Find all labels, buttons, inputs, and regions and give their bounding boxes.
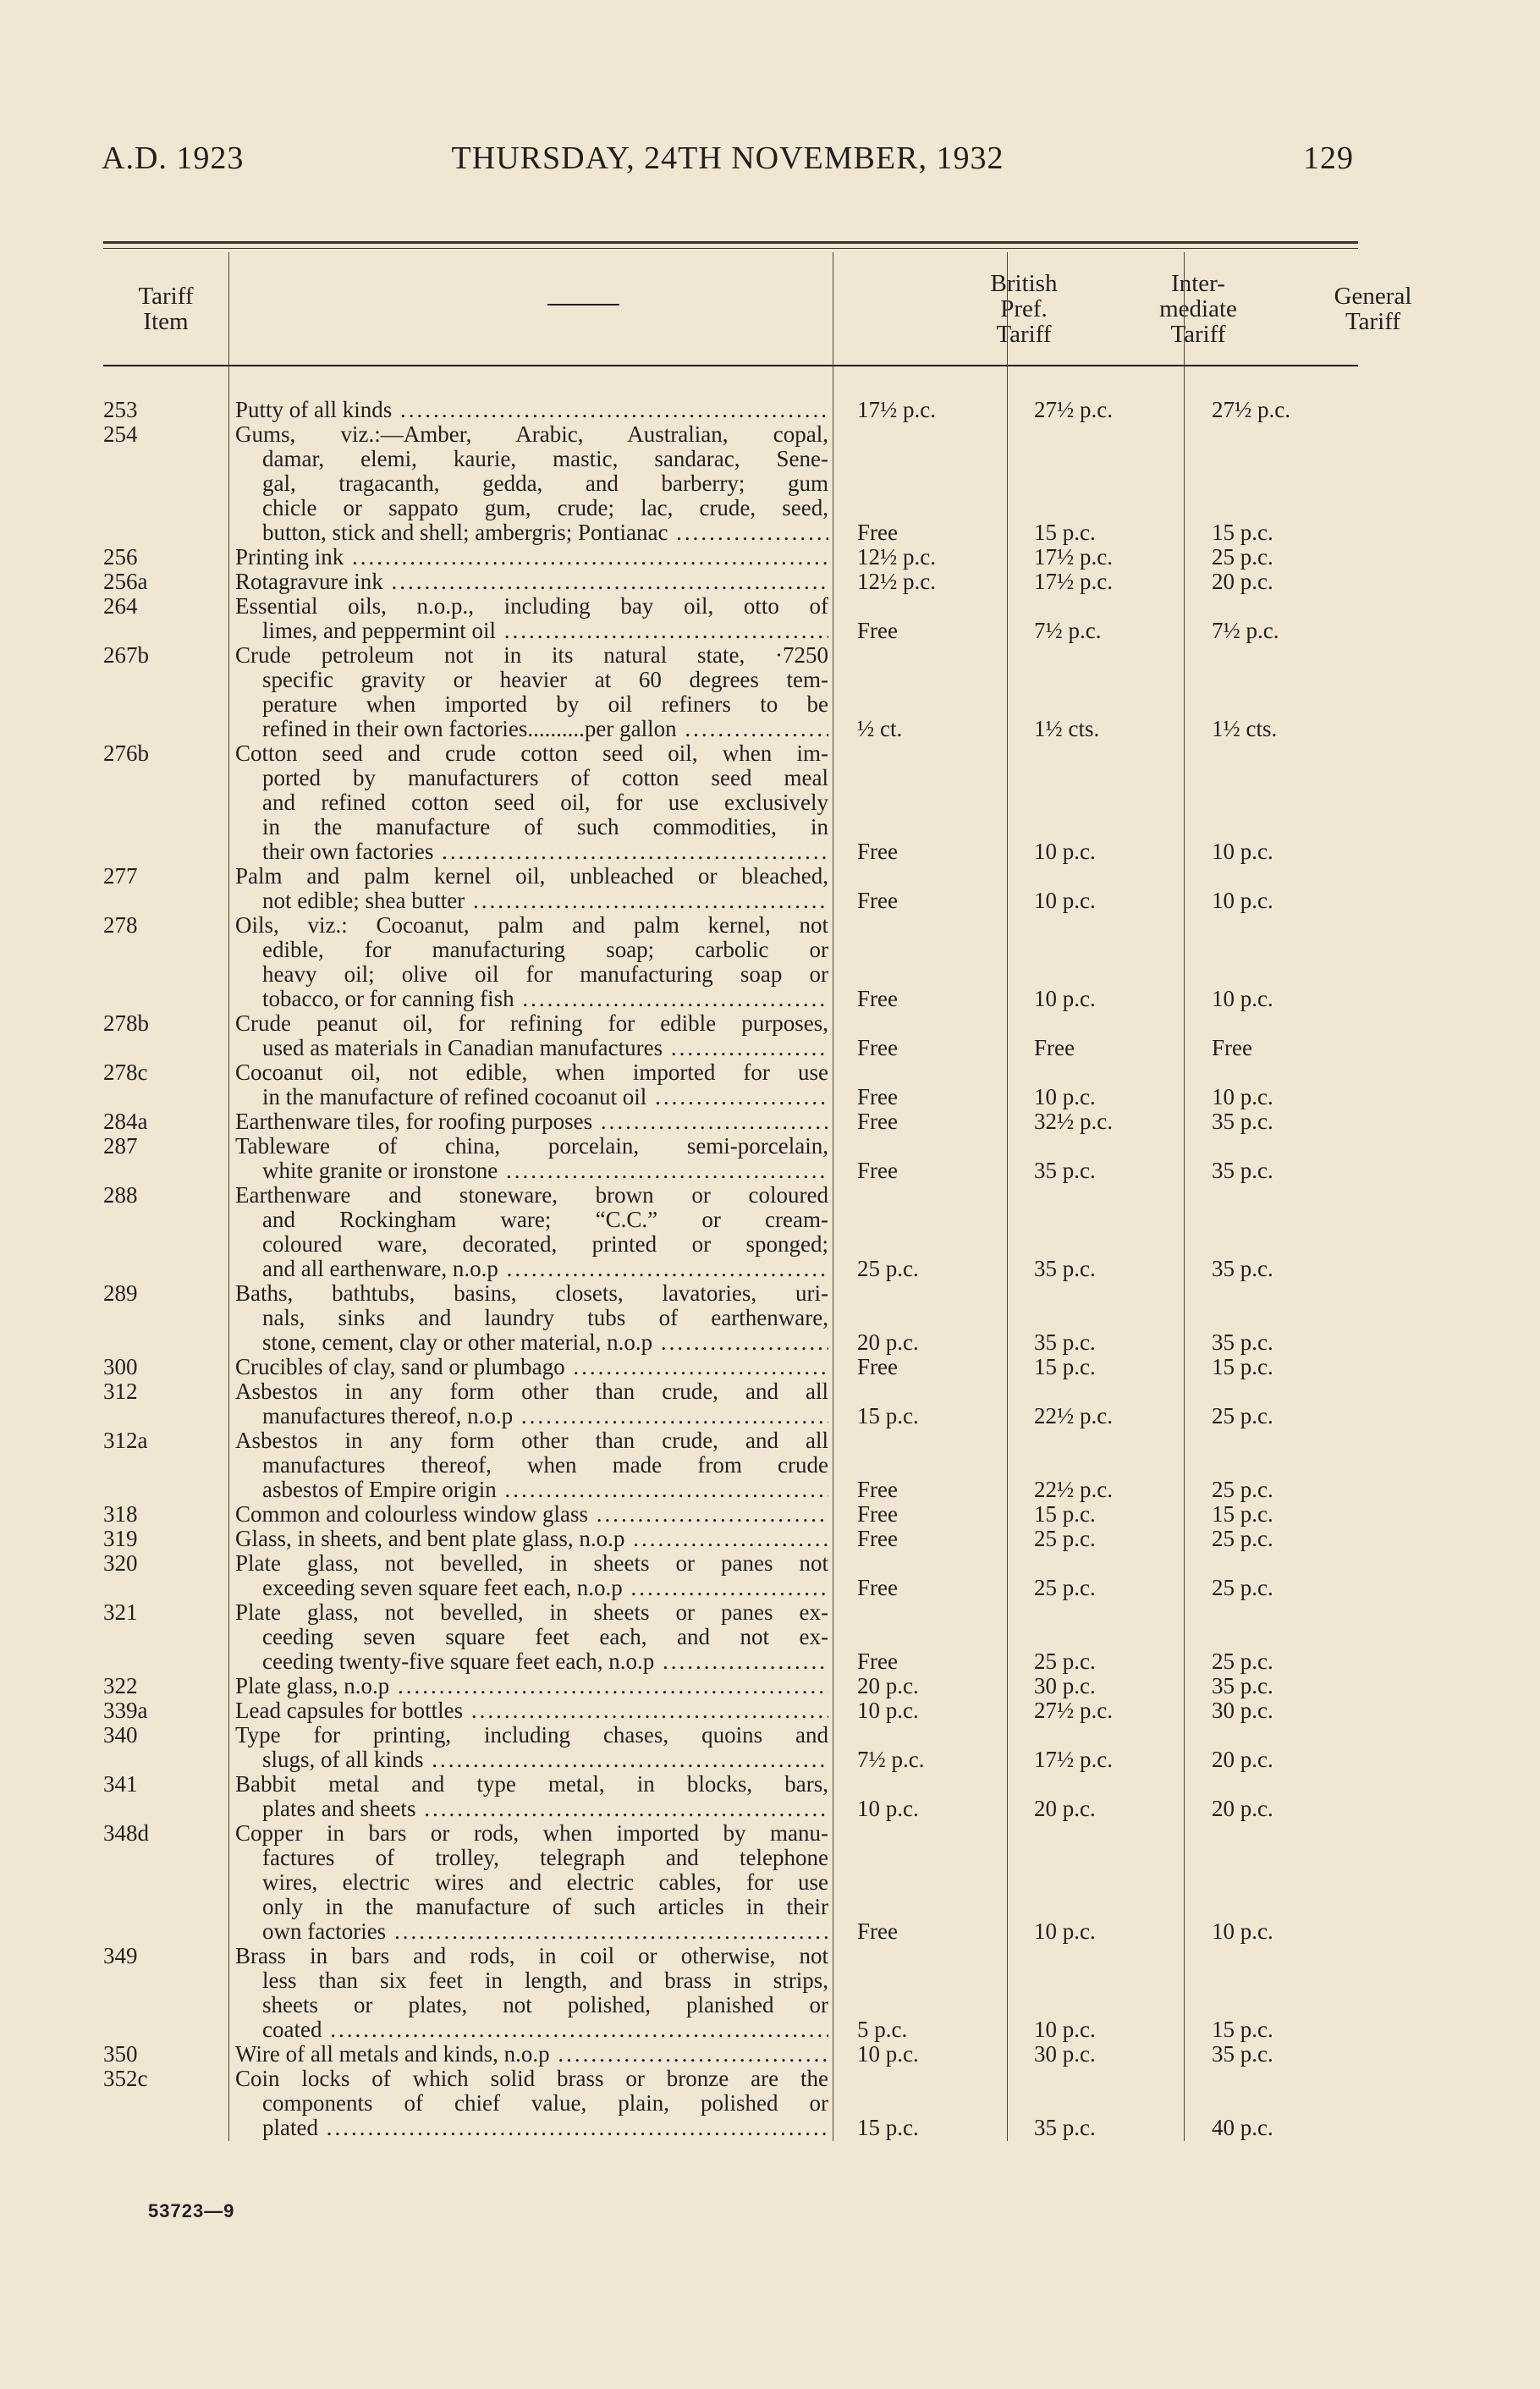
- table-row: [0, 1379, 1540, 1428]
- british-pref-rate: 17½ p.c.: [857, 397, 936, 422]
- intermediate-rate: 17½ p.c.: [1034, 569, 1113, 594]
- general-rate: 35 p.c.: [1212, 2041, 1273, 2067]
- description-line: Type for printing, including chases, quoins and: [235, 1723, 828, 1748]
- tariff-table-body: [0, 398, 1540, 2140]
- page-date: THURSDAY, 24TH NOVEMBER, 1932: [451, 140, 1004, 176]
- description-line: perature when imported by oil refiners to be: [262, 692, 828, 717]
- intermediate-rate: 30 p.c.: [1034, 2041, 1096, 2067]
- description-line: and refined cotton seed oil, for use exclusively: [262, 790, 828, 815]
- table-row: [0, 1428, 1540, 1502]
- general-rate: 25 p.c.: [1212, 544, 1273, 570]
- tariff-description: [235, 1109, 828, 1134]
- general-rate: 15 p.c.: [1212, 2017, 1273, 2042]
- british-pref-rate: 20 p.c.: [857, 1329, 919, 1355]
- tariff-item-number: 276b: [103, 740, 149, 766]
- description-line: stone, cement, clay or other material, n.o.p .....: [235, 1330, 828, 1355]
- general-rate: 10 p.c.: [1212, 888, 1273, 913]
- table-row: [0, 1281, 1540, 1355]
- intermediate-rate: 32½ p.c.: [1034, 1109, 1113, 1134]
- description-line: ceeding twenty-five square feet each, n.o.p .....: [235, 1649, 828, 1674]
- general-rate: 10 p.c.: [1212, 1084, 1273, 1109]
- description-line: damar, elemi, kaurie, mastic, sandarac, Sene-: [262, 447, 828, 471]
- description-line: plated .....: [235, 2116, 828, 2140]
- description-line: plates and sheets .....: [235, 1797, 828, 1821]
- tariff-item-number: 287: [103, 1133, 138, 1159]
- table-row: [0, 1502, 1540, 1527]
- table-row: [0, 398, 1540, 422]
- description-line: and all earthenware, n.o.p .....: [235, 1257, 828, 1281]
- description-line: not edible; shea butter .....: [235, 889, 828, 913]
- description-line: Tableware of china, porcelain, semi-porcelain,: [235, 1134, 828, 1159]
- table-row: [0, 1060, 1540, 1109]
- description-line: Earthenware and stoneware, brown or coloured: [235, 1183, 828, 1208]
- tariff-description: [235, 398, 828, 422]
- intermediate-rate: 7½ p.c.: [1034, 618, 1102, 643]
- description-line: ported by manufacturers of cotton seed meal: [262, 766, 828, 790]
- intermediate-rate: 35 p.c.: [1034, 1158, 1096, 1183]
- description-line: components of chief value, plain, polished or: [262, 2091, 828, 2116]
- table-row: [0, 1551, 1540, 1600]
- running-head: [102, 140, 1354, 182]
- table-row: [0, 1698, 1540, 1723]
- general-rate: 15 p.c.: [1212, 1354, 1273, 1379]
- description-line: Oils, viz.: Cocoanut, palm and palm kernel, not: [235, 913, 828, 938]
- description-line: Asbestos in any form other than crude, and all: [235, 1428, 828, 1453]
- tariff-description: [235, 1011, 828, 1060]
- british-pref-rate: 7½ p.c.: [857, 1747, 925, 1772]
- british-pref-rate: 15 p.c.: [857, 1403, 919, 1428]
- description-line: asbestos of Empire origin .....: [235, 1478, 828, 1502]
- tariff-description: [235, 1134, 828, 1183]
- british-pref-rate: Free: [857, 520, 898, 545]
- british-pref-rate: 5 p.c.: [857, 2017, 908, 2042]
- general-rate: 20 p.c.: [1212, 1747, 1273, 1772]
- header-british-pref: [938, 252, 1110, 365]
- table-row: [0, 1183, 1540, 1281]
- description-line: Baths, bathtubs, basins, closets, lavatories, uri-: [235, 1281, 828, 1306]
- description-line: Babbit metal and type metal, in blocks, bars,: [235, 1772, 828, 1797]
- tariff-item-number: 300: [103, 1354, 138, 1379]
- description-line: less than six feet in length, and brass in strips,: [262, 1968, 828, 1993]
- tariff-description: [235, 594, 828, 643]
- tariff-description: [235, 1821, 828, 1944]
- description-line: coloured ware, decorated, printed or sponged;: [262, 1232, 828, 1257]
- description-line: Cocoanut oil, not edible, when imported for use: [235, 1060, 828, 1085]
- description-line: white granite or ironstone .....: [235, 1159, 828, 1183]
- header-description: [228, 252, 938, 365]
- description-line: Palm and palm kernel oil, unbleached or bleached,: [235, 864, 828, 889]
- general-rate: 20 p.c.: [1212, 569, 1273, 594]
- general-rate: 15 p.c.: [1212, 1501, 1273, 1527]
- page-number: 129: [1303, 140, 1354, 176]
- tariff-description: [235, 545, 828, 570]
- general-rate: 35 p.c.: [1212, 1329, 1273, 1355]
- tariff-description: [235, 1674, 828, 1698]
- british-pref-rate: Free: [857, 1477, 898, 1502]
- tariff-item-number: 319: [103, 1526, 138, 1551]
- description-line: button, stick and shell; ambergris; Pontianac .....: [235, 520, 828, 545]
- table-row: [0, 2042, 1540, 2067]
- tariff-description: [235, 1600, 828, 1674]
- tariff-item-number: 349: [103, 1943, 138, 1968]
- description-line: slugs, of all kinds .....: [235, 1748, 828, 1772]
- description-line: tobacco, or for canning fish .....: [235, 987, 828, 1011]
- header-general-line1: General: [1334, 282, 1412, 310]
- description-line: only in the manufacture of such articles in their: [262, 1895, 828, 1919]
- table-row: [0, 1723, 1540, 1772]
- tariff-description: [235, 1060, 828, 1109]
- intermediate-rate: 35 p.c.: [1034, 1329, 1096, 1355]
- tariff-item-number: 322: [103, 1673, 138, 1698]
- intermediate-rate: 10 p.c.: [1034, 986, 1096, 1011]
- description-line: Crucibles of clay, sand or plumbago .....: [235, 1355, 828, 1379]
- description-line: in the manufacture of such commodities, in: [262, 815, 828, 839]
- tariff-item-number: 352c: [103, 2066, 148, 2091]
- header-intermediate-line2: mediate: [1159, 294, 1237, 322]
- table-row: [0, 1772, 1540, 1821]
- intermediate-rate: 25 p.c.: [1034, 1649, 1096, 1674]
- tariff-description: [235, 913, 828, 1011]
- table-header: [103, 252, 1412, 365]
- tariff-item-number: 339a: [103, 1698, 148, 1723]
- tariff-description: [235, 1355, 828, 1379]
- tariff-description: [235, 2042, 828, 2067]
- description-line: in the manufacture of refined cocoanut oil .....: [235, 1085, 828, 1109]
- table-row: [0, 1109, 1540, 1134]
- description-line: own factories .....: [235, 1919, 828, 1944]
- table-row: [0, 1134, 1540, 1183]
- tariff-description: [235, 1428, 828, 1502]
- british-pref-rate: Free: [857, 618, 898, 643]
- tariff-item-number: 253: [103, 397, 138, 422]
- general-rate: 10 p.c.: [1212, 1918, 1273, 1944]
- description-line: edible, for manufacturing soap; carbolic or: [262, 938, 828, 962]
- tariff-item-number: 277: [103, 863, 138, 889]
- description-line: nals, sinks and laundry tubs of earthenware,: [262, 1306, 828, 1330]
- header-intermediate: [1110, 252, 1286, 365]
- description-line: ceeding seven square feet each, and not ex-: [262, 1625, 828, 1649]
- description-line: manufactures thereof, n.o.p .....: [235, 1404, 828, 1428]
- description-line: Putty of all kinds .....: [235, 398, 828, 422]
- tariff-description: [235, 1551, 828, 1600]
- description-line: sheets or plates, not polished, planished or: [262, 1993, 828, 2017]
- intermediate-rate: 15 p.c.: [1034, 1501, 1096, 1527]
- table-row: [0, 1527, 1540, 1551]
- tariff-description: [235, 2067, 828, 2140]
- footer-printer-code: 53723—9: [148, 2200, 235, 2221]
- intermediate-rate: 22½ p.c.: [1034, 1477, 1113, 1502]
- table-row: [0, 1355, 1540, 1379]
- header-tariff-item: [103, 252, 228, 365]
- tariff-item-number: 284a: [103, 1109, 148, 1134]
- intermediate-rate: 17½ p.c.: [1034, 544, 1113, 570]
- header-tariff-item-line1: Tariff: [138, 282, 194, 310]
- general-rate: 25 p.c.: [1212, 1649, 1273, 1674]
- header-british-line1: British: [990, 269, 1058, 297]
- tariff-description: [235, 1698, 828, 1723]
- general-rate: 27½ p.c.: [1212, 397, 1290, 422]
- header-british-line2: Pref.: [1000, 294, 1048, 322]
- description-line: Earthenware tiles, for roofing purposes .....: [235, 1109, 828, 1134]
- description-line: coated .....: [235, 2017, 828, 2042]
- british-pref-rate: 12½ p.c.: [857, 544, 936, 570]
- header-general: [1286, 252, 1460, 365]
- tariff-item-number: 264: [103, 593, 138, 619]
- description-line: Brass in bars and rods, in coil or otherwise, not: [235, 1944, 828, 1968]
- general-rate: 40 p.c.: [1212, 2115, 1273, 2140]
- tariff-description: [235, 741, 828, 864]
- intermediate-rate: Free: [1034, 1035, 1075, 1060]
- tariff-item-number: 348d: [103, 1820, 149, 1846]
- description-line: Crude petroleum not in its natural state, ·7250: [235, 643, 828, 668]
- intermediate-rate: 22½ p.c.: [1034, 1403, 1113, 1428]
- table-row: [0, 2067, 1540, 2140]
- description-line: Plate glass, not bevelled, in sheets or panes not: [235, 1551, 828, 1576]
- tariff-description: [235, 570, 828, 594]
- intermediate-rate: 15 p.c.: [1034, 520, 1096, 545]
- british-pref-rate: 20 p.c.: [857, 1673, 919, 1698]
- tariff-item-number: 341: [103, 1771, 138, 1797]
- tariff-description: [235, 1944, 828, 2042]
- british-pref-rate: Free: [857, 1575, 898, 1600]
- intermediate-rate: 1½ cts.: [1034, 716, 1100, 741]
- description-line: used as materials in Canadian manufactures .....: [235, 1036, 828, 1060]
- british-pref-rate: Free: [857, 839, 898, 864]
- description-line: Plate glass, n.o.p .....: [235, 1674, 828, 1698]
- british-pref-rate: 10 p.c.: [857, 1698, 919, 1723]
- intermediate-rate: 10 p.c.: [1034, 839, 1096, 864]
- tariff-item-number: 267b: [103, 642, 149, 668]
- page-year: A.D. 1923: [102, 140, 245, 176]
- table-row: [0, 1944, 1540, 2042]
- tariff-description: [235, 1772, 828, 1821]
- british-pref-rate: Free: [857, 986, 898, 1011]
- general-rate: 25 p.c.: [1212, 1575, 1273, 1600]
- description-line: Lead capsules for bottles .....: [235, 1698, 828, 1723]
- description-line: and Rockingham ware; “C.C.” or cream-: [262, 1208, 828, 1232]
- british-pref-rate: 12½ p.c.: [857, 569, 936, 594]
- description-line: chicle or sappato gum, crude; lac, crude, seed,: [262, 496, 828, 520]
- general-rate: 35 p.c.: [1212, 1256, 1273, 1281]
- tariff-item-number: 278c: [103, 1060, 148, 1085]
- general-rate: 7½ p.c.: [1212, 618, 1279, 643]
- general-rate: 25 p.c.: [1212, 1403, 1273, 1428]
- general-rate: 20 p.c.: [1212, 1796, 1273, 1821]
- description-line: Essential oils, n.o.p., including bay oil, otto of: [235, 594, 828, 619]
- description-line: specific gravity or heavier at 60 degrees tem-: [262, 668, 828, 692]
- general-rate: 35 p.c.: [1212, 1109, 1273, 1134]
- tariff-item-number: 256a: [103, 569, 148, 594]
- description-line: Common and colourless window glass .....: [235, 1502, 828, 1527]
- tariff-description: [235, 864, 828, 913]
- british-pref-rate: Free: [857, 1109, 898, 1134]
- table-row: [0, 741, 1540, 864]
- tariff-item-number: 350: [103, 2041, 138, 2067]
- tariff-description: [235, 1281, 828, 1355]
- table-row: [0, 570, 1540, 594]
- tariff-description: [235, 1183, 828, 1281]
- description-line: limes, and peppermint oil .....: [235, 619, 828, 643]
- tariff-item-number: 278b: [103, 1010, 149, 1036]
- table-row: [0, 1600, 1540, 1674]
- intermediate-rate: 10 p.c.: [1034, 888, 1096, 913]
- tariff-item-number: 254: [103, 421, 138, 447]
- description-line: Rotagravure ink .....: [235, 570, 828, 594]
- table-row: [0, 1821, 1540, 1944]
- general-rate: 25 p.c.: [1212, 1477, 1273, 1502]
- description-line: gal, tragacanth, gedda, and barberry; gum: [262, 471, 828, 496]
- tariff-description: [235, 1527, 828, 1551]
- description-line: heavy oil; olive oil for manufacturing soap or: [262, 962, 828, 987]
- tariff-item-number: 318: [103, 1501, 138, 1527]
- tariff-item-number: 289: [103, 1280, 138, 1306]
- tariff-description: [235, 1502, 828, 1527]
- description-line: Cotton seed and crude cotton seed oil, when im-: [235, 741, 828, 766]
- general-rate: 25 p.c.: [1212, 1526, 1273, 1551]
- tariff-description: [235, 1723, 828, 1772]
- header-intermediate-line1: Inter-: [1171, 269, 1225, 297]
- description-line: their own factories .....: [235, 839, 828, 864]
- british-pref-rate: 15 p.c.: [857, 2115, 919, 2140]
- intermediate-rate: 30 p.c.: [1034, 1673, 1096, 1698]
- table-row: [0, 422, 1540, 545]
- british-pref-rate: Free: [857, 1526, 898, 1551]
- british-pref-rate: Free: [857, 888, 898, 913]
- intermediate-rate: 10 p.c.: [1034, 1084, 1096, 1109]
- general-rate: 10 p.c.: [1212, 986, 1273, 1011]
- british-pref-rate: 10 p.c.: [857, 1796, 919, 1821]
- tariff-item-number: 312: [103, 1379, 138, 1404]
- tariff-description: [235, 422, 828, 545]
- table-row: [0, 545, 1540, 570]
- description-line: Copper in bars or rods, when imported by manu-: [235, 1821, 828, 1846]
- description-line: wires, electric wires and electric cables, for use: [262, 1870, 828, 1895]
- intermediate-rate: 27½ p.c.: [1034, 397, 1113, 422]
- description-line: Wire of all metals and kinds, n.o.p .....: [235, 2042, 828, 2067]
- british-pref-rate: Free: [857, 1158, 898, 1183]
- description-line: Asbestos in any form other than crude, and all: [235, 1379, 828, 1404]
- table-row: [0, 1011, 1540, 1060]
- tariff-item-number: 320: [103, 1550, 138, 1576]
- intermediate-rate: 20 p.c.: [1034, 1796, 1096, 1821]
- table-row: [0, 643, 1540, 741]
- general-rate: 10 p.c.: [1212, 839, 1273, 864]
- general-rate: 35 p.c.: [1212, 1158, 1273, 1183]
- description-line: Coin locks of which solid brass or bronze are the: [235, 2067, 828, 2091]
- british-pref-rate: Free: [857, 1035, 898, 1060]
- table-row: [0, 864, 1540, 913]
- tariff-description: [235, 643, 828, 741]
- tariff-item-number: 321: [103, 1599, 138, 1625]
- intermediate-rate: 35 p.c.: [1034, 2115, 1096, 2140]
- british-pref-rate: Free: [857, 1084, 898, 1109]
- tariff-description: [235, 1379, 828, 1428]
- description-line: manufactures thereof, when made from crude: [262, 1453, 828, 1478]
- tariff-item-number: 312a: [103, 1428, 148, 1453]
- intermediate-rate: 25 p.c.: [1034, 1575, 1096, 1600]
- description-line: Plate glass, not bevelled, in sheets or panes ex-: [235, 1600, 828, 1625]
- table-row: [0, 913, 1540, 1011]
- general-rate: 35 p.c.: [1212, 1673, 1273, 1698]
- description-line: factures of trolley, telegraph and telephone: [262, 1846, 828, 1870]
- description-line: Gums, viz.:—Amber, Arabic, Australian, copal,: [235, 422, 828, 447]
- intermediate-rate: 10 p.c.: [1034, 2017, 1096, 2042]
- tariff-item-number: 340: [103, 1722, 138, 1748]
- tariff-item-number: 288: [103, 1182, 138, 1208]
- tariff-item-number: 256: [103, 544, 138, 570]
- general-rate: 1½ cts.: [1212, 716, 1278, 741]
- british-pref-rate: Free: [857, 1918, 898, 1944]
- british-pref-rate: Free: [857, 1501, 898, 1527]
- table-row: [0, 1674, 1540, 1698]
- british-pref-rate: 10 p.c.: [857, 2041, 919, 2067]
- general-rate: 15 p.c.: [1212, 520, 1273, 545]
- general-rate: 30 p.c.: [1212, 1698, 1273, 1723]
- intermediate-rate: 35 p.c.: [1034, 1256, 1096, 1281]
- british-pref-rate: 25 p.c.: [857, 1256, 919, 1281]
- general-rate: Free: [1212, 1035, 1252, 1060]
- description-line: refined in their own factories..........per gallon .....: [235, 717, 828, 741]
- intermediate-rate: 25 p.c.: [1034, 1526, 1096, 1551]
- header-tariff-item-line2: Item: [143, 307, 189, 335]
- description-line: Printing ink .....: [235, 545, 828, 570]
- header-rule: [103, 241, 1358, 249]
- intermediate-rate: 10 p.c.: [1034, 1918, 1096, 1944]
- header-intermediate-line3: Tariff: [1170, 320, 1226, 348]
- header-general-line2: Tariff: [1345, 307, 1401, 335]
- intermediate-rate: 27½ p.c.: [1034, 1698, 1113, 1723]
- table-row: [0, 594, 1540, 643]
- description-line: exceeding seven square feet each, n.o.p .....: [235, 1576, 828, 1600]
- intermediate-rate: 17½ p.c.: [1034, 1747, 1113, 1772]
- british-pref-rate: Free: [857, 1649, 898, 1674]
- description-line: Crude peanut oil, for refining for edible purposes,: [235, 1011, 828, 1036]
- header-description-dash: [547, 304, 619, 306]
- intermediate-rate: 15 p.c.: [1034, 1354, 1096, 1379]
- header-bottom-rule: [103, 365, 1358, 366]
- header-british-line3: Tariff: [996, 320, 1052, 348]
- british-pref-rate: ½ ct.: [857, 716, 903, 741]
- tariff-item-number: 278: [103, 912, 138, 938]
- description-line: Glass, in sheets, and bent plate glass, n.o.p .....: [235, 1527, 828, 1551]
- british-pref-rate: Free: [857, 1354, 898, 1379]
